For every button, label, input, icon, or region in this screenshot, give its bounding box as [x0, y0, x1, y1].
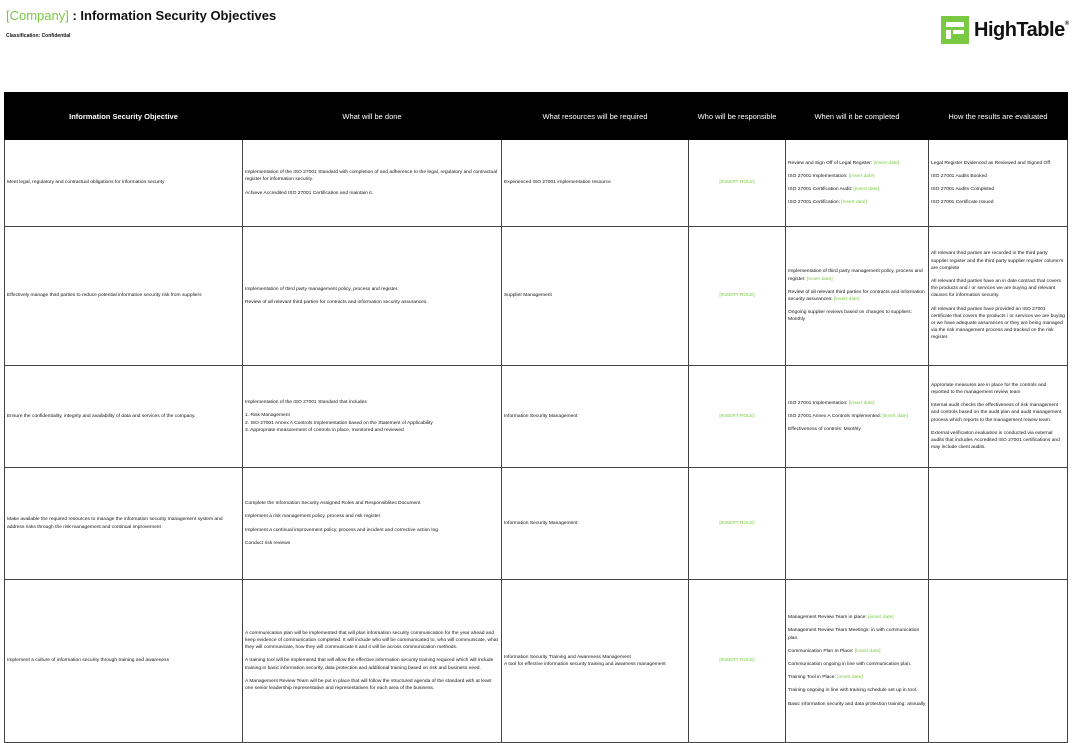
completion-item [788, 701, 926, 708]
date-placeholder: [insert date] [882, 413, 908, 419]
company-placeholder: [Company] [6, 8, 69, 23]
evaluation-cell [929, 227, 1068, 366]
evaluation-paragraph [931, 199, 1065, 206]
when-cell [786, 227, 929, 366]
objectives-table [4, 92, 1068, 743]
column-header: When will it be completed [786, 93, 929, 140]
evaluation-cell [929, 366, 1068, 468]
evaluation-paragraph [931, 402, 1065, 424]
completion-item [788, 309, 926, 323]
evaluation-paragraph [931, 250, 1065, 272]
evaluation-paragraph-line: Legal Register Evidenced as Reviewed and Signed Off [931, 160, 1050, 166]
column-header: What resources will be required [502, 93, 689, 140]
completion-text: Basic information security and data protection training: annually [788, 701, 926, 707]
completion-text: Management Review Team Meetings: in with communication plan. [788, 628, 920, 641]
when-cell [786, 366, 929, 468]
evaluation-cell [929, 580, 1068, 743]
what-paragraph-line: Achieve Accredited ISO 27001 Certification and maintain it. [245, 190, 374, 196]
what-paragraph-line: A communication plan will be implemented that will plan information security communication for the year ahead and keep evidence of communication completed. It will include who will be communicated to, who will communicate, what they will communicate, how they will communicate it and it will be across communication methods. [245, 630, 498, 651]
what-paragraph-line: Implementation of the ISO 27001 Standard that includes [245, 400, 367, 406]
when-cell [786, 140, 929, 227]
column-header: What will be done [243, 93, 502, 140]
resource-paragraph [504, 654, 686, 668]
resource-paragraph-line: Experienced ISO 27001 implementation resource [504, 180, 611, 186]
evaluation-paragraph-line: All relevant third parties are recorded in the third party supplier register and the third party supplier register column's are complete [931, 251, 1064, 271]
responsible-cell: [INSERT ROLE] [689, 227, 786, 366]
evaluation-paragraph-line: ISO 27001 Audits Booked [931, 173, 988, 179]
what-paragraph [245, 299, 499, 306]
resource-paragraph [504, 520, 686, 527]
evaluation-cell [929, 468, 1068, 580]
classification-label: Classification: Confidential [6, 33, 71, 39]
date-placeholder: [insert date] [873, 160, 900, 166]
objective-cell: Make available the required resources to manage the information security management system and address risks through the risk management and continual improvement [5, 468, 243, 580]
logo-registered: ® [1064, 20, 1069, 27]
completion-item [788, 289, 926, 303]
what-paragraph-line: Implement a risk management policy, process and risk register [245, 514, 381, 520]
completion-item [788, 413, 926, 420]
date-placeholder: [insert date] [868, 615, 894, 621]
what-paragraph-line: 2. ISO 27001 Annex A Controls Implementation based on the Statement of Applicability [245, 420, 433, 426]
resource-paragraph [504, 413, 686, 420]
table-header-row [5, 93, 1068, 140]
what-paragraph [245, 630, 499, 652]
when-cell [786, 580, 929, 743]
responsible-cell: [INSERT ROLE] [689, 468, 786, 580]
what-cell [243, 468, 502, 580]
evaluation-paragraph [931, 160, 1065, 167]
completion-text: ISO 27001 Implementation: [788, 173, 849, 179]
what-paragraph [245, 500, 499, 507]
completion-item [788, 400, 926, 407]
what-paragraph [245, 513, 499, 520]
resources-cell [502, 468, 689, 580]
objective-cell: Meet legal, regulatory and contractual obligations for information security [5, 140, 243, 227]
table-row [5, 227, 1068, 366]
completion-text: Training ongoing in line with training schedule set up in tool. [788, 688, 918, 694]
resources-cell [502, 140, 689, 227]
title-text: : Information Security Objectives [68, 8, 277, 23]
responsible-cell: [INSERT ROLE] [689, 140, 786, 227]
responsible-cell: [INSERT ROLE] [689, 580, 786, 743]
completion-text: Management Review Team in place: [788, 615, 869, 621]
what-paragraph [245, 169, 499, 183]
evaluation-cell [929, 140, 1068, 227]
evaluation-paragraph-line: ISO 27001 Audits Completed [931, 187, 995, 192]
date-placeholder: [insert date] [848, 173, 875, 179]
evaluation-paragraph-line: All relevant third parties have provided an ISO 27001 certificate that covers the products / or services we are buying or we have adequate assurances or they are being managed via the risk management process and tracked on the risk register. [931, 306, 1066, 341]
completion-text: Communication Plan In Place: [788, 648, 855, 654]
what-cell [243, 140, 502, 227]
what-cell [243, 227, 502, 366]
date-placeholder: [insert date] [841, 200, 867, 206]
what-paragraph-line: Complete the Information Security Assigned Roles and Responsiblites Document [245, 501, 421, 507]
table-row [5, 366, 1068, 468]
evaluation-paragraph-line: All relevant third parties have an in date contract that covers the products and / or services we are buying and relevant clauses for information security. [931, 278, 1061, 299]
column-header: How the results are evaluated [929, 93, 1068, 140]
resource-paragraph [504, 292, 686, 299]
table-row [5, 468, 1068, 580]
what-paragraph-line: 1. Risk Management [245, 413, 290, 419]
evaluation-paragraph [931, 306, 1065, 342]
completion-text: Communication ongoing in line with communication plan. [788, 662, 912, 667]
what-cell [243, 580, 502, 743]
date-placeholder: [insert date] [854, 648, 881, 654]
date-placeholder: [insert date] [837, 675, 863, 681]
objective-cell: Ensure the confidentiality, integrity and availability of data and services of the company. [5, 366, 243, 468]
evaluation-paragraph [931, 382, 1065, 396]
completion-item [788, 614, 926, 621]
hightable-logo [941, 16, 1069, 44]
logo-wordmark [974, 19, 1069, 42]
completion-text: ISO 27001 Certification: [788, 200, 842, 206]
date-placeholder: [insert date] [848, 400, 875, 406]
completion-item [788, 661, 926, 668]
table-row [5, 140, 1068, 227]
evaluation-paragraph [931, 430, 1065, 452]
date-placeholder: [insert date] [833, 297, 860, 302]
responsible-cell: [INSERT ROLE] [689, 366, 786, 468]
what-paragraph-line: A Management Review Team will be put in place that will follow the structured agenda of the standard with at least one senior leadership representative and representatives for each area of the business. [245, 678, 492, 691]
resource-paragraph-line: Information Security Management [504, 413, 578, 419]
completion-text: Review and Sign Off of Legal Register: [788, 160, 874, 166]
what-paragraph [245, 412, 499, 434]
completion-item [788, 687, 926, 694]
what-paragraph [245, 540, 499, 547]
column-header: Information Security Objective [5, 93, 243, 140]
page-title [6, 8, 276, 23]
completion-item [788, 173, 926, 180]
resource-paragraph-line: A tool for effective information security training and awarness management [504, 662, 666, 667]
completion-item [788, 268, 926, 282]
completion-item [788, 627, 926, 641]
evaluation-paragraph-line: Approriate measures are in place for the controls and reported to the management review team [931, 382, 1047, 395]
what-paragraph-line: 3. Appropriate measurement of controls in place, monitored and reviewed [245, 427, 404, 433]
what-cell [243, 366, 502, 468]
when-cell [786, 468, 929, 580]
what-paragraph-line: Implementation of the ISO 27001 Standard with completion of and adherence to the legal, regulatory and contractual register for information security. [245, 170, 498, 183]
logo-text: HighTable [974, 18, 1065, 41]
completion-item [788, 186, 926, 193]
objective-cell: Effectively manage third parties to reduce potential information security risk from suppliers [5, 227, 243, 366]
what-paragraph-line: Implement a continual improvement policy, process and incident and corrective action log [245, 527, 438, 533]
what-paragraph-line: A training tool will be implementd that will allow the effective information security training required which will include training in basic information security, data protection and additional training based on risk and business need. [245, 658, 494, 671]
evaluation-paragraph-line: Internal audit checks the effectiveness of risk management and controls based on the audit plan and audit management process which reports to the management reivew team. [931, 403, 1062, 423]
completion-item [788, 674, 926, 681]
completion-text: Implementation of third party management policy, process and register: [788, 269, 923, 282]
completion-text: Ongoing supplier reviews based on changes to suppliers: Monthly [788, 310, 912, 323]
completion-item [788, 648, 926, 655]
resource-paragraph [504, 179, 686, 186]
what-paragraph-line: Implementation of third party management policy, process and register. [245, 286, 399, 292]
completion-item [788, 160, 926, 167]
completion-text: Training Tool in Place: [788, 675, 838, 681]
what-paragraph [245, 678, 499, 692]
resource-paragraph-line: Supplier Management [504, 293, 552, 299]
column-header: Who will be responsible [689, 93, 786, 140]
evaluation-paragraph-line: ISO 27001 Certificate Issued [931, 200, 994, 206]
completion-text: ISO 27001 Annex A Controls Implemented: [788, 413, 883, 419]
hightable-logo-icon [941, 16, 969, 44]
completion-text: Effectiveness of controls: Monthly [788, 427, 861, 433]
completion-text: Review of all relevant third parties for contracts and information security assurances: [788, 289, 925, 302]
evaluation-paragraph [931, 278, 1065, 300]
table-row [5, 580, 1068, 743]
resource-paragraph-line: Information Security Training and Awareness Management [504, 654, 631, 660]
date-placeholder: [insert date] [807, 276, 833, 282]
completion-item [788, 199, 926, 206]
evaluation-paragraph [931, 173, 1065, 180]
what-paragraph [245, 527, 499, 534]
date-placeholder: [insert date] [853, 187, 880, 192]
what-paragraph-line: Conduct risk reviews [245, 540, 291, 546]
resources-cell [502, 580, 689, 743]
what-paragraph [245, 190, 499, 197]
completion-item [788, 426, 926, 433]
what-paragraph-line: Review of all relevant third parties for contracts and information security assurances. [245, 300, 428, 305]
evaluation-paragraph-line: External verificaiton evaluation is conducted via external audits that includes Accredited ISO 27001 certifications and may include client audits. [931, 430, 1060, 451]
what-paragraph [245, 286, 499, 293]
what-paragraph [245, 657, 499, 671]
completion-text: ISO 27001 Certification Audit: [788, 187, 854, 192]
resources-cell [502, 227, 689, 366]
what-paragraph [245, 399, 499, 406]
objective-cell: Implement a culture of information security through training and awareness [5, 580, 243, 743]
completion-text: ISO 27001 Implementation: [788, 400, 849, 406]
resource-paragraph-line: Information Security Management [504, 520, 578, 526]
evaluation-paragraph [931, 186, 1065, 193]
resources-cell [502, 366, 689, 468]
